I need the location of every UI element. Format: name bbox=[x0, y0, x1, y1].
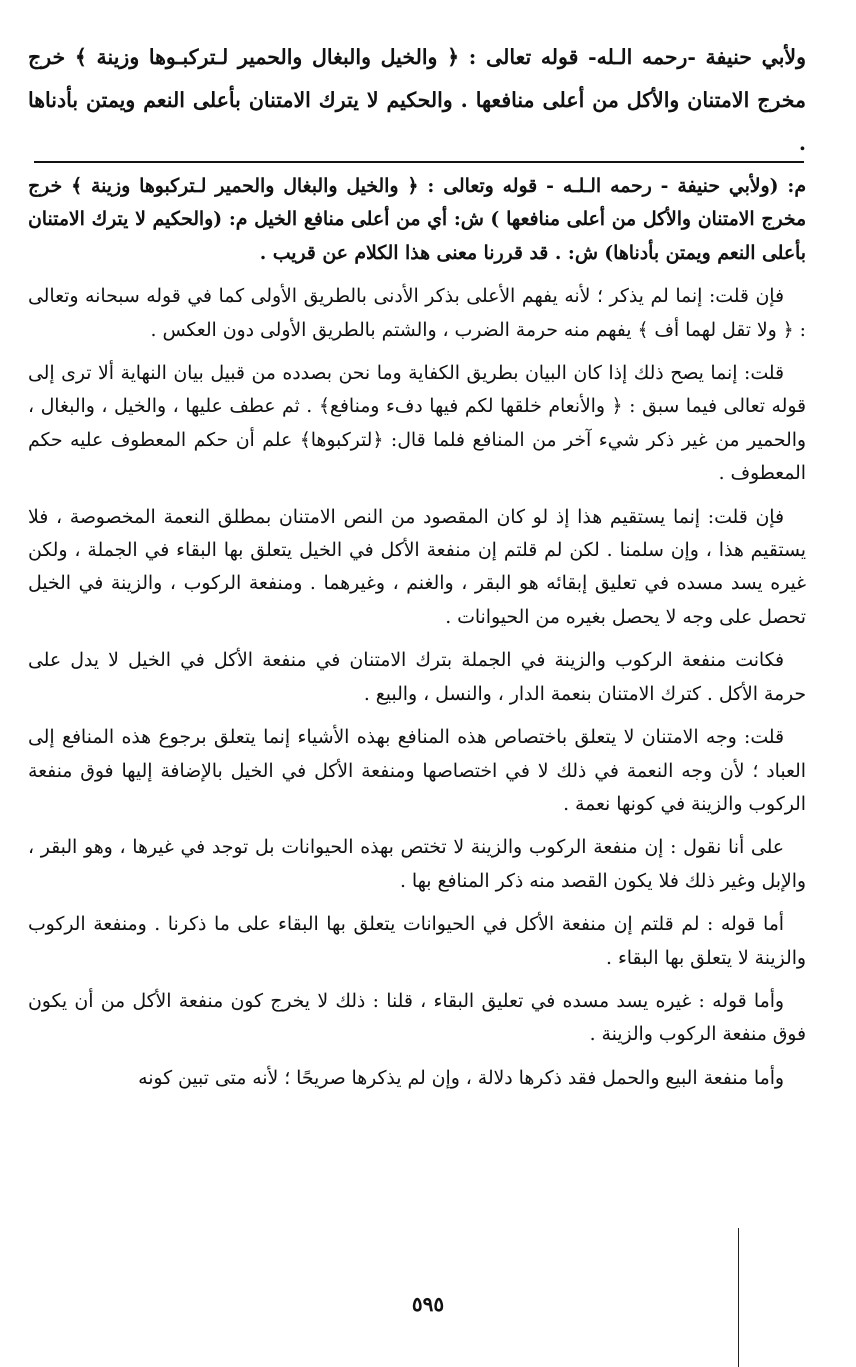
main-text bbox=[28, 36, 806, 165]
main-text-content: ولأبي حنيفة -رحمه الـله- قوله تعالى : ﴿ والخيل والبغال والحمير لـتركبـوها وزينة ﴾ خرج مخرج الامتنان والأكل من أعلى منافعها . والحكيم لا يترك الامتنان بأعلى النعم ويمتن بأدناها . bbox=[28, 45, 806, 155]
commentary-paragraph: قلت: وجه الامتنان لا يتعلق باختصاص هذه المنافع بهذه الأشياء إنما يتعلق برجوع هذه المنافع إلى العباد ؛ لأن وجه النعمة في ذلك لا في اختصاصها ومنفعة الأكل في الخيل بالإضافة إليها فوق منفعة الركوب والزينة في كونها نعمة . bbox=[28, 727, 806, 815]
commentary-paragraph: على أنا نقول : إن منفعة الركوب والزينة لا تختص بهذه الحيوانات بل توجد في غيرها ، وهو البقر ، والإبل وغير ذلك فلا يكون القصد منه ذكر المنافع بها . bbox=[28, 837, 806, 892]
commentary-paragraph: أما قوله : لم قلتم إن منفعة الأكل في الحيوانات يتعلق بها البقاء على ما ذكرنا . ومنفعة الركوب والزينة لا يتعلق بها البقاء . bbox=[28, 914, 806, 969]
commentary-paragraph: فإن قلت: إنما لم يذكر ؛ لأنه يفهم الأعلى بذكر الأدنى بالطريق الأولى كما في قوله سبحانه وتعالى : ﴿ ولا تقل لهما أف ﴾ يفهم منه حرمة الضرب ، والشتم بالطريق الأولى دون العكس . bbox=[28, 286, 806, 341]
commentary bbox=[28, 170, 806, 1105]
commentary-paragraph: فإن قلت: إنما يستقيم هذا إذ لو كان المقصود من النص الامتنان بمطلق النعمة المخصوصة ، فلا يستقيم هذا ، وإن سلمنا . لكن لم قلتم إن منفعة الأكل في الخيل يتعلق بها البقاء في الجملة ، ولكن غيره يسد مسده في تعليق إبقائه هو البقر ، والغنم ، وغيرهما . ومنفعة الركوب ، والزينة في الخيل تحصل على وجه لا يحصل بغيره من الحيوانات . bbox=[28, 506, 806, 628]
commentary-paragraph: وأما منفعة البيع والحمل فقد ذكرها دلالة ، وإن لم يذكرها صريحًا ؛ لأنه متى تبين كونه bbox=[138, 1067, 784, 1089]
commentary-paragraph: وأما قوله : غيره يسد مسده في تعليق البقاء ، قلنا : ذلك لا يخرج كون منفعة الأكل من أن يكون فوق منفعة الركوب والزينة . bbox=[28, 990, 806, 1046]
separator-line bbox=[34, 161, 804, 163]
page-number: ٥٩٥ bbox=[411, 1292, 445, 1316]
commentary-paragraph: م: (ولأبي حنيفة - رحمه الـلـه - قوله وتعالى : ﴿ والخيل والبغال والحمير لـتركبوها وزينة ﴾ خرج مخرج الامتنان والأكل من أعلى منافعها ) ش: أي من أعلى منافع الخيل م: (والحكيم لا يترك الامتنان بأعلى النعم ويمتن بأدناها) ش: . قد قررنا معنى هذا الكلام عن قريب . bbox=[28, 175, 806, 264]
commentary-paragraph: فكانت منفعة الركوب والزينة في الجملة بترك الامتنان في منفعة الأكل في الخيل لا يدل على حرمة الأكل . كترك الامتنان بنعمة الدار ، والنسل ، والبيع . bbox=[28, 650, 806, 705]
commentary-paragraph: قلت: إنما يصح ذلك إذا كان البيان بطريق الكفاية وما نحن بصدده من قبيل بيان النهاية ألا ترى إلى قوله تعالى فيما سبق : ﴿ والأنعام خلقها لكم فيها دفء ومنافع﴾ . ثم عطف عليها ، والخيل ، والبغال ، والحمير من غير ذكر شيء آخر من المنافع فلما قال: ﴿لتركبوها﴾ علم أن حكم المعطوف عليه حكم المعطوف . bbox=[28, 363, 806, 485]
